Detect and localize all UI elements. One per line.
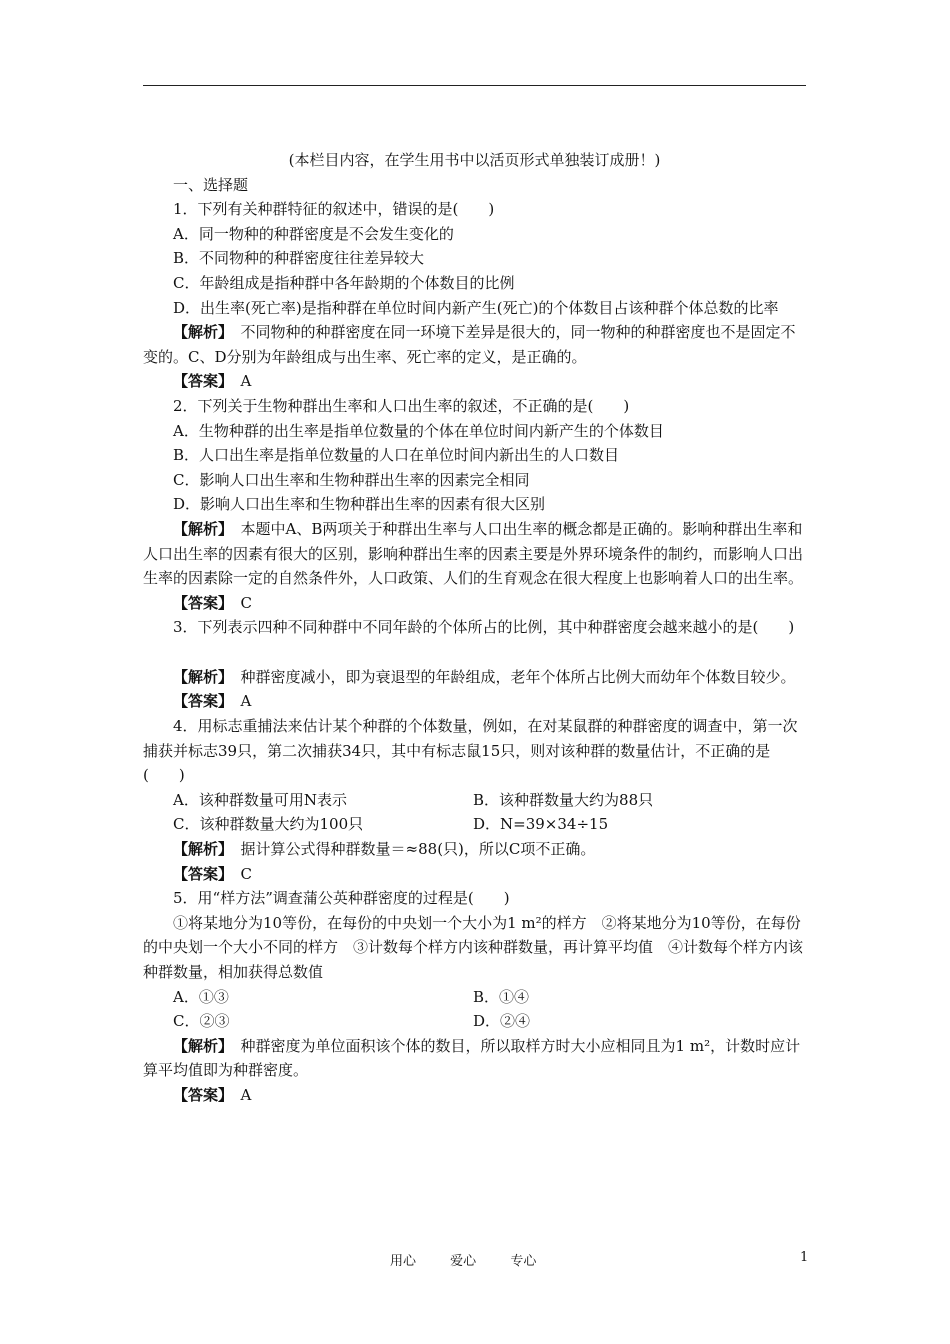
q3-figure-space xyxy=(143,640,806,665)
q4-answer-value: C xyxy=(240,864,253,883)
q1-stem: 1．下列有关种群特征的叙述中，错误的是( ) xyxy=(173,200,495,219)
q3-stem: 3．下列表示四种不同种群中不同年龄的个体所占的比例，其中种群密度会越来越小的是( ) xyxy=(173,618,795,637)
q4-options-row-1 xyxy=(143,788,806,813)
q5-options-row-2 xyxy=(143,1009,806,1034)
q3-analysis xyxy=(143,665,806,690)
q5-stem: 5．用“样方法”调查蒲公英种群密度的过程是( ) xyxy=(173,889,510,908)
q5-answer-label: 【答案】 xyxy=(173,1085,226,1104)
header-rule xyxy=(143,85,806,86)
q3-analysis-label: 【解析】 xyxy=(173,667,226,686)
q3-answer-value: A xyxy=(240,692,252,711)
q3-answer xyxy=(143,689,806,714)
q2-analysis xyxy=(143,517,806,591)
q4-answer-label: 【答案】 xyxy=(173,864,226,883)
q5-option-a: A．①③ xyxy=(173,987,229,1006)
q3-answer-label: 【答案】 xyxy=(173,692,226,711)
q2-analysis-label: 【解析】 xyxy=(173,519,226,538)
q1-analysis-label: 【解析】 xyxy=(173,323,226,342)
footer-word-2: 爱心 xyxy=(450,1254,477,1269)
q5-analysis-text: 种群密度为单位面积该个体的数目，所以取样方时大小应相同且为1 m²，计数时应计算平均值即为种群密度。 xyxy=(143,1036,801,1080)
document-body xyxy=(143,148,806,1108)
q4-option-a: A．该种群数量可用N表示 xyxy=(173,790,347,809)
q5-options-row-1 xyxy=(143,985,806,1010)
q5-option-b: B．①④ xyxy=(473,987,530,1006)
footer-word-3: 专心 xyxy=(510,1254,537,1269)
q5-analysis-label: 【解析】 xyxy=(173,1036,226,1055)
q1-answer-label: 【答案】 xyxy=(173,372,226,391)
q1-answer xyxy=(143,369,806,394)
q4-option-d: D．N=39×34÷15 xyxy=(473,815,609,834)
footer-word-1: 用心 xyxy=(390,1254,417,1269)
q4-analysis-label: 【解析】 xyxy=(173,840,226,859)
q4-answer xyxy=(143,862,806,887)
q4-option-c: C．该种群数量大约为100只 xyxy=(173,815,364,834)
q2-stem: 2．下列关于生物种群出生率和人口出生率的叙述，不正确的是( ) xyxy=(173,396,630,415)
q1-analysis-text: 不同物种的种群密度在同一环境下差异是很大的，同一物种的种群密度也不是固定不变的。C、D分别为年龄组成与出生率、死亡率的定义，是正确的。 xyxy=(143,323,796,366)
header-note: (本栏目内容，在学生用书中以活页形式单独装订成册！) xyxy=(288,151,661,169)
q5-option-d: D．②④ xyxy=(473,1012,531,1031)
q2-answer-value: C xyxy=(240,593,253,612)
q2-answer xyxy=(143,591,806,616)
q3-analysis-text: 种群密度减小，即为衰退型的年龄组成，老年个体所占比例大而幼年个体数目较少。 xyxy=(240,667,796,686)
q4-options-row-2 xyxy=(143,812,806,837)
q2-answer-label: 【答案】 xyxy=(173,593,226,612)
q5-answer-value: A xyxy=(240,1085,252,1104)
q1-answer-value: A xyxy=(240,372,252,391)
q2-option-b: B．人口出生率是指单位数量的人口在单位时间内新出生的人口数目 xyxy=(173,446,620,465)
q4-analysis xyxy=(143,837,806,862)
footer-motto xyxy=(390,1250,566,1269)
q1-option-a: A．同一物种的种群密度是不会发生变化的 xyxy=(173,224,454,243)
q5-body: ①将某地分为10等份，在每份的中央划一个大小为1 m²的样方 ②将某地分为10等份，在每份的中央划一个大小不同的样方 ③计数每个样方内该种群数量，再计算平均值 ④计数每个样方内该种群数量，相加获得总数值 xyxy=(143,913,804,981)
q2-analysis-text: 本题中A、B两项关于种群出生率与人口出生率的概念都是正确的。影响种群出生率和人口出生率的因素有很大的区别，影响种群出生率的因素主要是外界环境条件的制约，而影响人口出生率的因素除一定的自然条件外，人口政策、人们的生育观念在很大程度上也影响着人口的出生率。 xyxy=(143,519,804,588)
q5-analysis xyxy=(143,1034,806,1083)
q2-option-d: D．影响人口出生率和生物种群出生率的因素有很大区别 xyxy=(173,495,546,514)
q4-option-b: B．该种群数量大约为88只 xyxy=(473,790,654,809)
q5-option-c: C．②③ xyxy=(173,1012,230,1031)
q1-option-d: D．出生率(死亡率)是指种群在单位时间内新产生(死亡)的个体数目占该种群个体总数的比率 xyxy=(173,298,779,317)
q1-option-b: B．不同物种的种群密度往往差异较大 xyxy=(173,249,425,268)
q4-stem: 4．用标志重捕法来估计某个种群的个体数量，例如，在对某鼠群的种群密度的调查中，第一次捕获并标志39只，第二次捕获34只，其中有标志鼠15只，则对该种群的数量估计，不正确的是( ) xyxy=(143,717,798,785)
q2-option-a: A．生物种群的出生率是指单位数量的个体在单位时间内新产生的个体数目 xyxy=(173,421,664,440)
q2-option-c: C．影响人口出生率和生物种群出生率的因素完全相同 xyxy=(173,470,530,489)
q1-analysis xyxy=(143,320,806,369)
q4-analysis-text: 据计算公式得种群数量＝≈88(只)，所以C项不正确。 xyxy=(240,840,596,859)
page-number: 1 xyxy=(800,1250,809,1265)
q5-answer xyxy=(143,1083,806,1108)
q1-option-c: C．年龄组成是指种群中各年龄期的个体数目的比例 xyxy=(173,273,515,292)
section-title: 一、选择题 xyxy=(173,175,249,194)
